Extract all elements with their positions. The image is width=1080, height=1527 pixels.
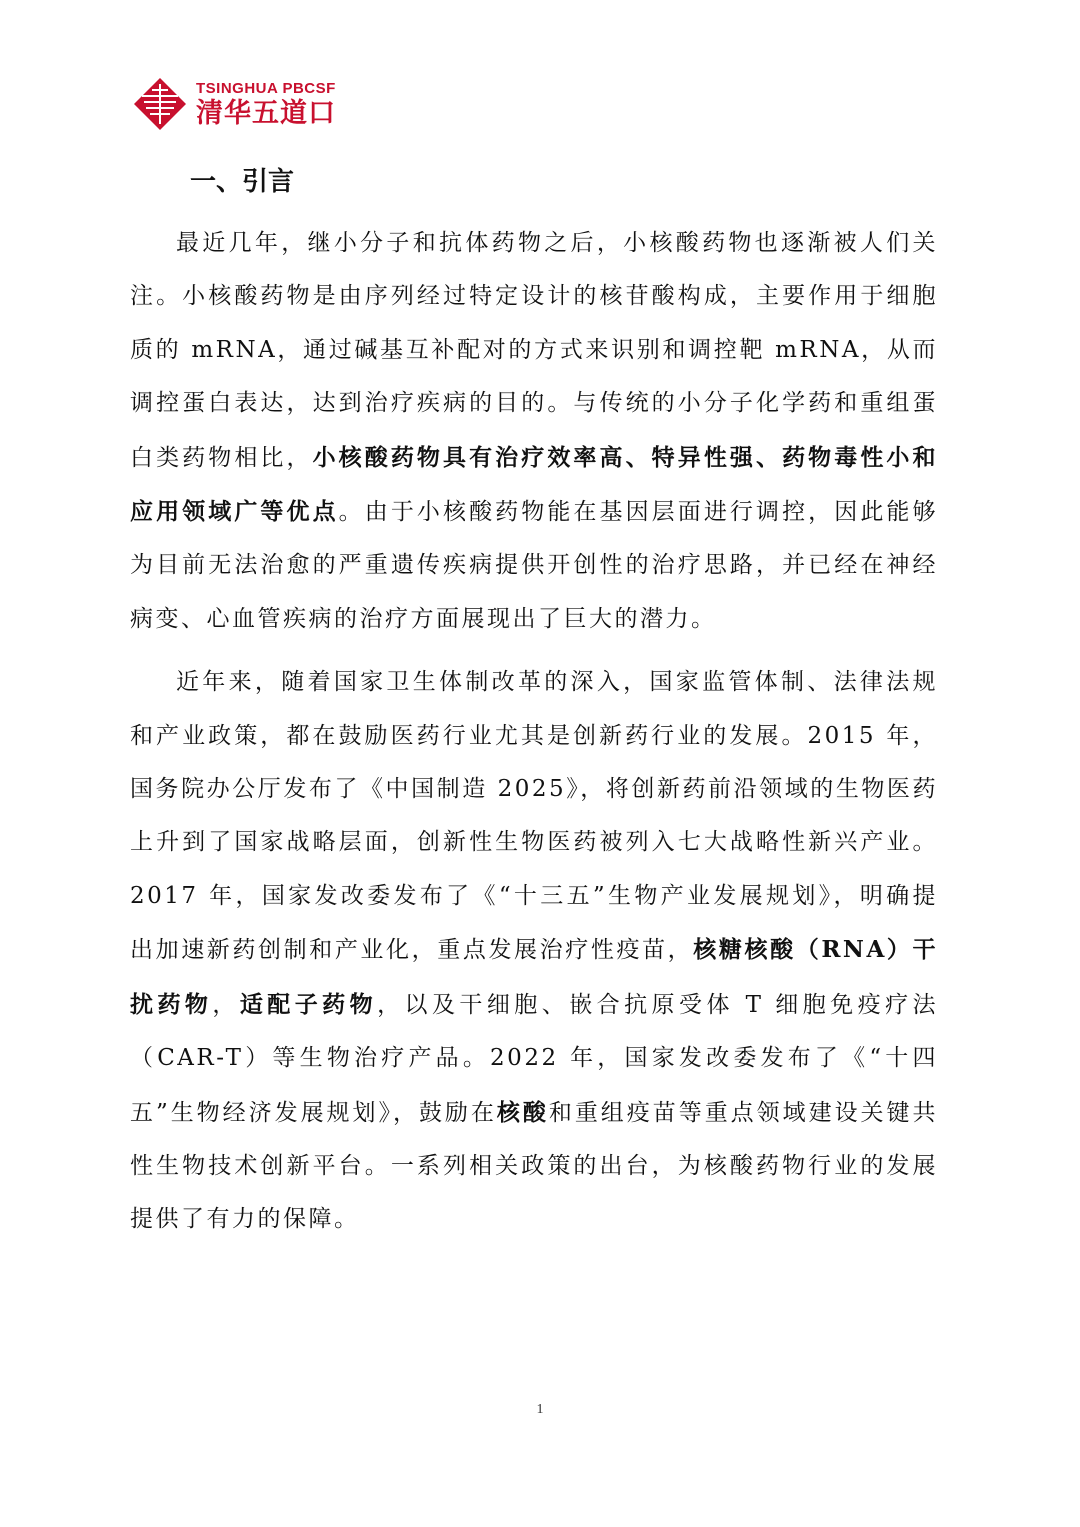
logo-text-en: TSINGHUA PBCSF xyxy=(196,79,336,97)
logo-text-cn: 清华五道口 xyxy=(196,97,336,129)
section-heading: 一、引言 xyxy=(190,167,295,197)
tsinghua-pbcsf-logo-icon xyxy=(132,76,188,132)
paragraph xyxy=(130,656,938,1246)
paragraph-text: 和重组疫苗等重点领域建设关键共性生物技术创新平台。一系列相关政策的出台，为核酸药物行业的发展提供了有力的保障。 xyxy=(130,1099,938,1233)
paragraph-text: ， xyxy=(212,991,240,1018)
bold-highlight: 核糖核酸（RNA）干扰药物 xyxy=(130,936,939,1018)
paragraph xyxy=(130,217,938,646)
bold-highlight: 核酸 xyxy=(496,1098,549,1126)
paragraph-text: 近年来，随着国家卫生体制改革的深入，国家监管体制、法律法规和产业政策，都在鼓励医药行业尤其是创新药行业的发展。2015 年，国务院办公厅发布了《中国制造 2025》，将创新药前沿领域的生物医药上升到了国家战略层面，创新性生物医药被列入七大战略性新兴产业。2017 年，国家发改委发布了《“十三五”生物产业发展规划》，明确提出加速新药创制和产业化，重点发展治疗性疫苗， xyxy=(130,669,938,964)
logo-text xyxy=(196,80,336,129)
paragraph-text: ，以及干细胞、嵌合抗原受体 T 细胞免疫疗法（CAR-T）等生物治疗产品。2022 年，国家发改委发布了《“十四五”生物经济发展规划》，鼓励在 xyxy=(130,991,939,1126)
bold-highlight: 适配子药物 xyxy=(239,990,378,1018)
paragraph-text: 最近几年，继小分子和抗体药物之后，小核酸药物也逐渐被人们关注。小核酸药物是由序列经过特定设计的核苷酸构成，主要作用于细胞质的 mRNA，通过碱基互补配对的方式来识别和调控靶 mRNA，从而调控蛋白表达，达到治疗疾病的目的。与传统的小分子化学药和重组蛋白类药物相比， xyxy=(130,230,938,471)
document-body xyxy=(130,217,938,1257)
bold-highlight: 小核酸药物具有治疗效率高、特异性强、药物毒性小和应用领域广等优点 xyxy=(130,443,939,526)
logo xyxy=(132,74,336,134)
paragraph-text: 。由于小核酸药物能在基因层面进行调控，因此能够为目前无法治愈的严重遗传疾病提供开创性的治疗思路，并已经在神经病变、心血管疾病的治疗方面展现出了巨大的潜力。 xyxy=(130,499,939,632)
page-number: 1 xyxy=(536,1402,544,1417)
